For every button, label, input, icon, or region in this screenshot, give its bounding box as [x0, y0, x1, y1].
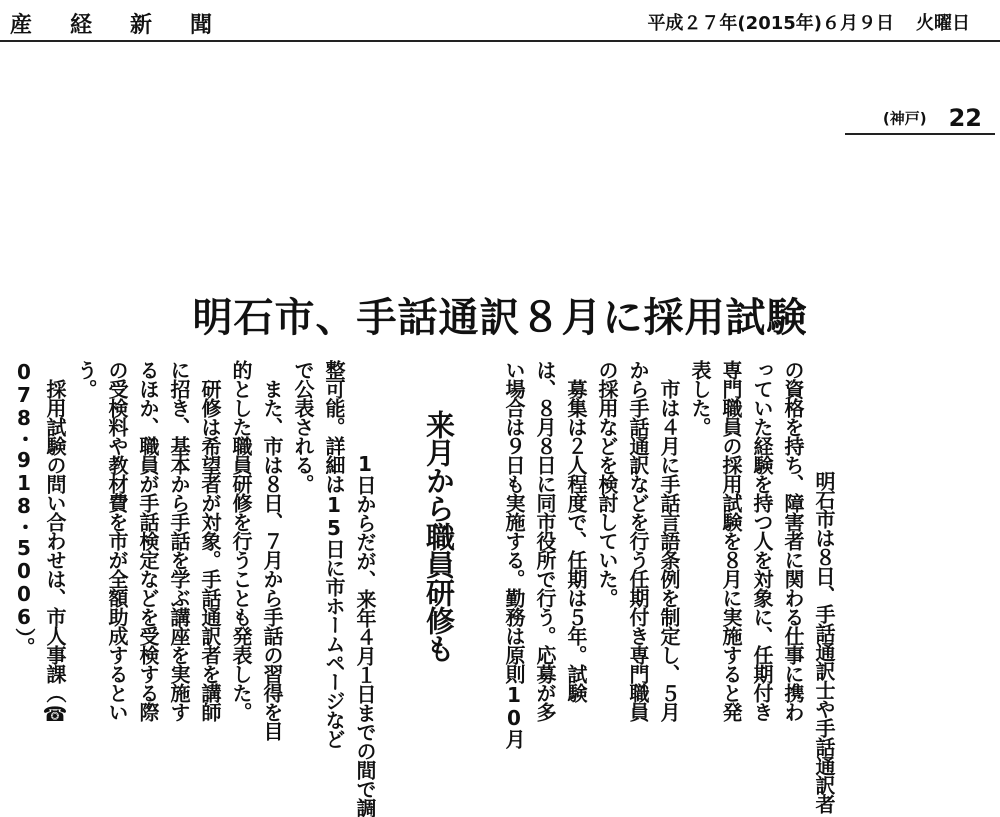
article-headline: 明石市、手話通訳８月に採用試験	[192, 295, 808, 341]
text-line: 募集は２人程度で、任期は５年。試験	[564, 360, 588, 702]
text-line: っていた経験を持つ人を対象に、任期付き	[750, 360, 774, 721]
article-body	[12, 360, 870, 817]
text-line: の資格を持ち、障害者に関わる仕事に携わ	[781, 360, 805, 721]
article-subheading: 来月から職員研修も	[422, 410, 456, 662]
text-line: 078・918・5006）。	[12, 360, 36, 656]
text-line: の採用などを検討していた。	[595, 360, 619, 607]
text-block-right	[467, 360, 870, 813]
page-number: 22	[948, 104, 982, 132]
text-line: は、８月８日に同市役所で行う。応募が多	[533, 360, 557, 721]
text-line: う。	[74, 360, 98, 398]
text-line: い場合は９日も実施する。勤務は原則10月	[502, 360, 526, 748]
weekday-text: 火曜日	[916, 13, 970, 34]
text-line: で公表される。	[291, 360, 315, 493]
text-line: 研修は希望者が対象。手話通訳者を講師	[198, 360, 222, 721]
text-line: から手話通訳などを行う任期付き専門職員	[626, 360, 650, 721]
section-info	[883, 104, 982, 132]
text-line: 表した。	[688, 360, 712, 436]
section-name: (神戸)	[882, 109, 927, 128]
text-line: 専門職員の採用試験を８月に実施すると発	[719, 360, 743, 721]
text-line: 1日からだが、来年４月１日までの間で調	[353, 452, 377, 817]
masthead-divider	[0, 40, 1000, 42]
text-line: また、市は８日、７月から手話の習得を目	[260, 360, 284, 740]
newspaper-name: 産経新聞	[10, 13, 251, 38]
text-line: るほか、職員が手話検定などを受検する際	[136, 360, 160, 721]
text-line: 明石市は８日、手話通訳士や手話通訳者	[812, 452, 836, 813]
publication-date	[647, 9, 970, 35]
text-line: 採用試験の問い合わせは、市人事課（☎	[43, 360, 67, 725]
section-divider	[845, 133, 995, 135]
text-line: 整可能。詳細は15日に市ホームページなど	[322, 360, 346, 748]
text-block-left	[0, 360, 411, 817]
date-text: 平成２７年(2015年)６月９日	[647, 13, 894, 34]
text-line: 的とした職員研修を行うことも発表した。	[229, 360, 253, 721]
text-line: に招き、基本から手話を学ぶ講座を実施す	[167, 360, 191, 721]
text-line: の受検料や教材費を市が全額助成するとい	[105, 360, 129, 721]
text-line: 市は４月に手話言語条例を制定し、５月	[657, 360, 681, 721]
masthead	[0, 0, 1000, 44]
